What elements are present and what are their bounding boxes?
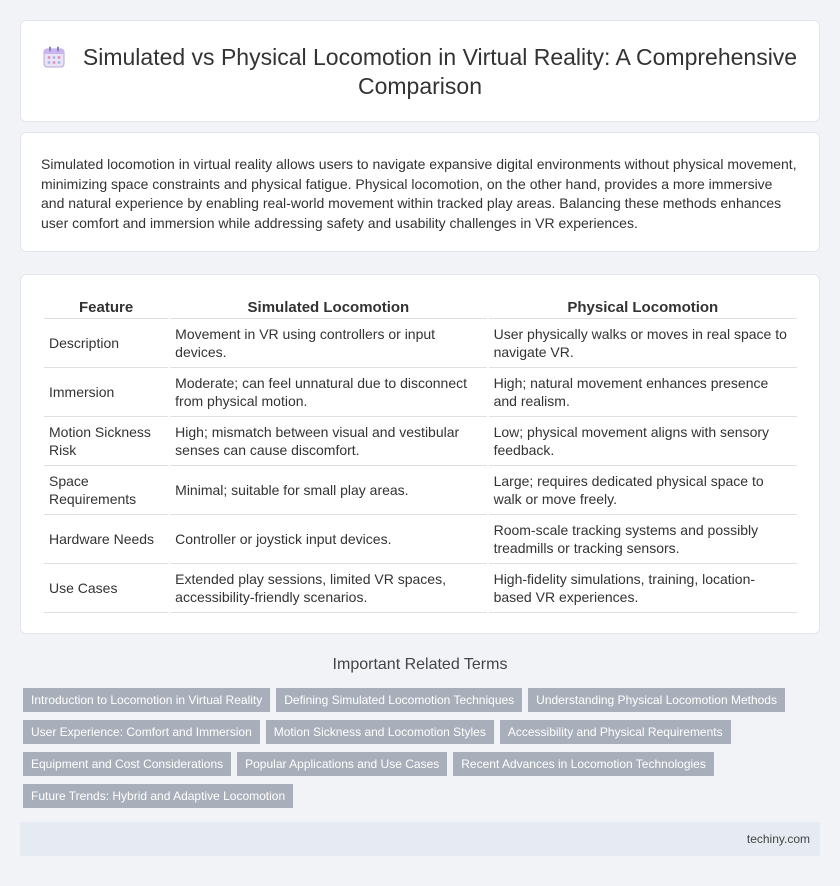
physical-cell: High-fidelity simulations, training, location-based VR experiences. bbox=[489, 564, 797, 613]
related-term-tag[interactable]: Recent Advances in Locomotion Technologies bbox=[453, 752, 714, 776]
title-card bbox=[20, 20, 820, 122]
physical-cell: Room-scale tracking systems and possibly treadmills or tracking sensors. bbox=[489, 515, 797, 564]
feature-cell: Immersion bbox=[44, 368, 168, 417]
header-physical: Physical Locomotion bbox=[489, 295, 797, 319]
feature-cell: Motion Sickness Risk bbox=[44, 417, 168, 466]
related-term-tag[interactable]: Introduction to Locomotion in Virtual Reality bbox=[23, 688, 270, 712]
related-term-tag[interactable]: Accessibility and Physical Requirements bbox=[500, 720, 731, 744]
physical-cell: Low; physical movement aligns with sensory feedback. bbox=[489, 417, 797, 466]
comparison-table bbox=[42, 295, 799, 613]
related-term-tag[interactable]: Equipment and Cost Considerations bbox=[23, 752, 231, 776]
physical-cell: User physically walks or moves in real space to navigate VR. bbox=[489, 319, 797, 368]
feature-cell: Hardware Needs bbox=[44, 515, 168, 564]
physical-cell: High; natural movement enhances presence and realism. bbox=[489, 368, 797, 417]
calendar-icon bbox=[43, 46, 65, 68]
header-simulated: Simulated Locomotion bbox=[170, 295, 486, 319]
table-row bbox=[44, 417, 797, 466]
footer bbox=[20, 822, 820, 856]
table-row bbox=[44, 515, 797, 564]
intro-card bbox=[20, 132, 820, 252]
related-terms-heading: Important Related Terms bbox=[332, 656, 508, 673]
table-row bbox=[44, 564, 797, 613]
simulated-cell: Movement in VR using controllers or input devices. bbox=[170, 319, 486, 368]
related-term-tag[interactable]: Future Trends: Hybrid and Adaptive Locomotion bbox=[23, 784, 293, 808]
related-term-tag[interactable]: Understanding Physical Locomotion Methods bbox=[528, 688, 785, 712]
related-term-tag[interactable]: Defining Simulated Locomotion Techniques bbox=[276, 688, 522, 712]
simulated-cell: High; mismatch between visual and vestibular senses can cause discomfort. bbox=[170, 417, 486, 466]
related-term-tag[interactable]: Popular Applications and Use Cases bbox=[237, 752, 447, 776]
feature-cell: Use Cases bbox=[44, 564, 168, 613]
table-row bbox=[44, 368, 797, 417]
feature-cell: Description bbox=[44, 319, 168, 368]
footer-site-link[interactable]: techiny.com bbox=[746, 832, 810, 846]
simulated-cell: Moderate; can feel unnatural due to disconnect from physical motion. bbox=[170, 368, 486, 417]
table-row bbox=[44, 319, 797, 368]
simulated-cell: Extended play sessions, limited VR spaces, accessibility-friendly scenarios. bbox=[170, 564, 486, 613]
table-row bbox=[44, 466, 797, 515]
physical-cell: Large; requires dedicated physical space to walk or move freely. bbox=[489, 466, 797, 515]
header-feature: Feature bbox=[44, 295, 168, 319]
page-title: Simulated vs Physical Locomotion in Virtual Reality: A Comprehensive Comparison bbox=[82, 44, 798, 99]
related-terms-list bbox=[23, 688, 803, 816]
related-term-tag[interactable]: User Experience: Comfort and Immersion bbox=[23, 720, 260, 744]
related-term-tag[interactable]: Motion Sickness and Locomotion Styles bbox=[266, 720, 494, 744]
table-header-row bbox=[44, 295, 797, 319]
comparison-table-card bbox=[20, 274, 820, 634]
simulated-cell: Minimal; suitable for small play areas. bbox=[170, 466, 486, 515]
feature-cell: Space Requirements bbox=[44, 466, 168, 515]
intro-paragraph: Simulated locomotion in virtual reality allows users to navigate expansive digital environments without physical movement, minimizing space constraints and physical fatigue. Physical locomotion, on the other hand, provides a more immersive and natural experience by enabling real-world movement within tracked play areas. Balancing these methods enhances user comfort and immersion while addressing safety and usability challenges in VR experiences. bbox=[41, 156, 797, 231]
simulated-cell: Controller or joystick input devices. bbox=[170, 515, 486, 564]
